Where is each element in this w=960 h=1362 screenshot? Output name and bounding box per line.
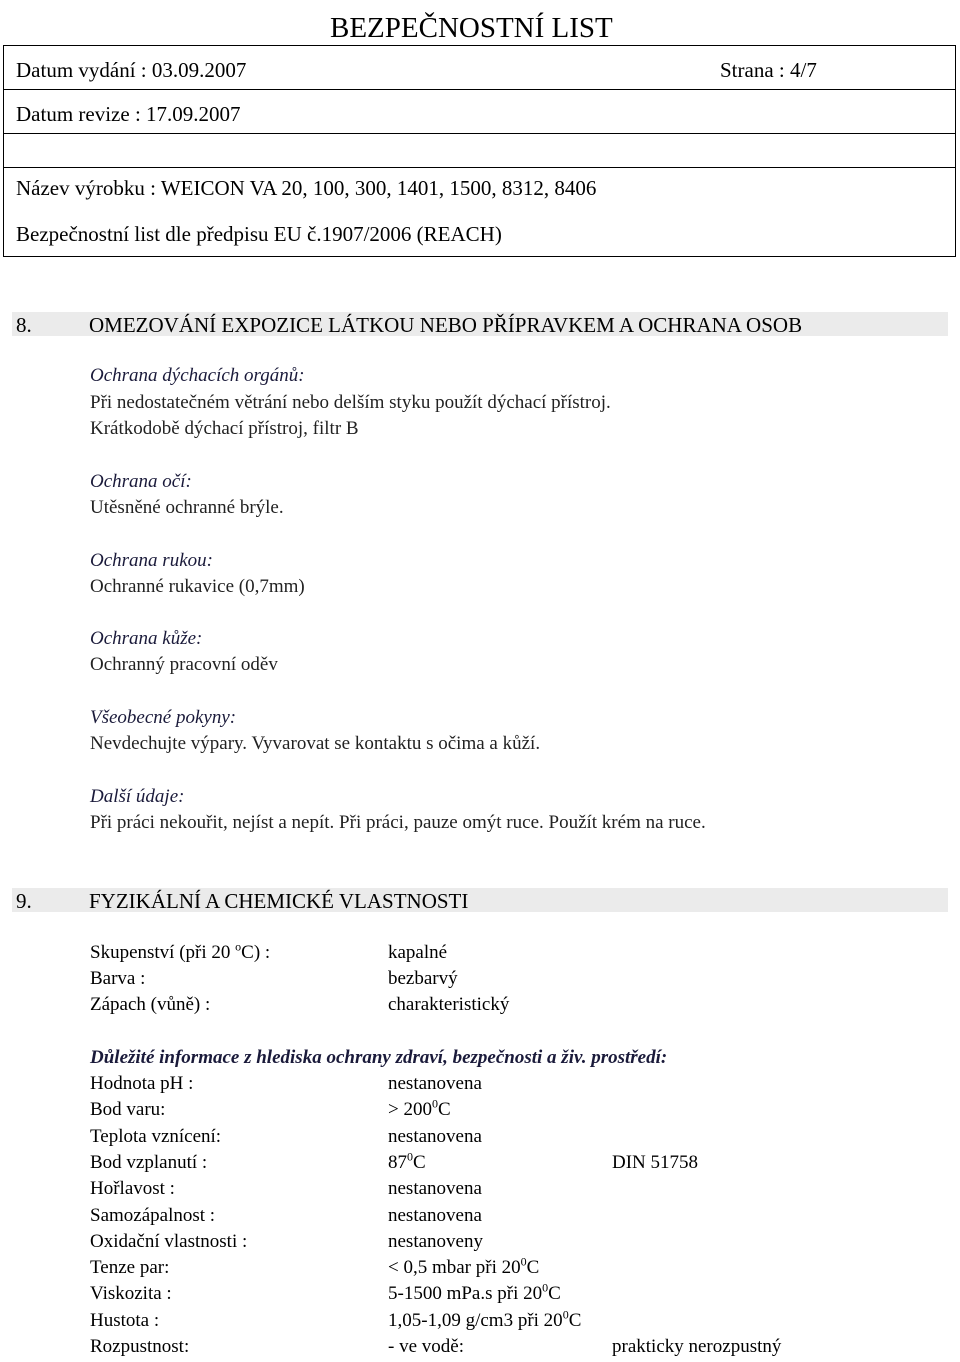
- header-divider: [3, 89, 956, 90]
- eyes-label: Ochrana očí:: [90, 471, 192, 492]
- property-label: Viskozita :: [90, 1283, 172, 1304]
- property-label: Bod vzplanutí :: [90, 1152, 208, 1173]
- page-number: Strana : 4/7: [720, 58, 817, 82]
- property-value: $87^0C$: [388, 1149, 426, 1173]
- property-value: nestanovena: [388, 1178, 482, 1199]
- respiratory-text: Krátkodobě dýchací přístroj, filtr B: [90, 418, 359, 439]
- property-value: nestanoveny: [388, 1231, 483, 1252]
- property-label: Hustota :: [90, 1310, 160, 1331]
- property-extra: prakticky nerozpustný: [612, 1336, 782, 1357]
- odor-value: charakteristický: [388, 994, 510, 1015]
- property-label: Samozápalnost :: [90, 1205, 216, 1226]
- property-value: nestanovena: [388, 1073, 482, 1094]
- hands-text: Ochranné rukavice (0,7mm): [90, 576, 305, 597]
- header-divider: [3, 133, 956, 134]
- property-value: 5-1500 mPa.s při $20^0C$: [388, 1280, 561, 1304]
- respiratory-text: Při nedostatečném větrání nebo delším styku použít dýchací přístroj.: [90, 392, 611, 413]
- hands-label: Ochrana rukou:: [90, 550, 213, 571]
- property-label: Hodnota pH :: [90, 1073, 194, 1094]
- respiratory-label: Ochrana dýchacích orgánů:: [90, 365, 305, 386]
- property-value: < 0,5 mbar při $20^0C$: [388, 1254, 540, 1278]
- general-label: Všeobecné pokyny:: [90, 707, 237, 728]
- state-value: kapalné: [388, 942, 448, 963]
- property-value: 1,05-1,09 g/cm3 při $20^0C$: [388, 1307, 582, 1331]
- issue-date: Datum vydání : 03.09.2007: [16, 58, 247, 82]
- important-info-label: Důležité informace z hlediska ochrany zdraví, bezpečnosti a živ. prostředí:: [90, 1047, 668, 1068]
- property-value: > $200^0C$: [388, 1096, 451, 1120]
- header-divider: [3, 167, 956, 168]
- odor-label: Zápach (vůně) :: [90, 994, 211, 1015]
- section-8-number: 8.: [16, 313, 32, 337]
- property-value: nestanovena: [388, 1126, 482, 1147]
- color-label: Barva :: [90, 968, 146, 989]
- property-label: Bod varu:: [90, 1099, 166, 1120]
- section-9-title: FYZIKÁLNÍ A CHEMICKÉ VLASTNOSTI: [89, 889, 469, 913]
- regulation-note: Bezpečnostní list dle předpisu EU č.1907/2006 (REACH): [16, 222, 502, 246]
- other-label: Další údaje:: [90, 786, 185, 807]
- eyes-text: Utěsněné ochranné brýle.: [90, 497, 284, 518]
- property-label: Teplota vznícení:: [90, 1126, 222, 1147]
- property-extra: DIN 51758: [612, 1152, 699, 1173]
- property-value: - ve vodě:: [388, 1336, 464, 1357]
- revision-date: Datum revize : 17.09.2007: [16, 102, 241, 126]
- section-8-title: OMEZOVÁNÍ EXPOZICE LÁTKOU NEBO PŘÍPRAVKEM A OCHRANA OSOB: [89, 313, 803, 337]
- document-title: BEZPEČNOSTNÍ LIST: [330, 12, 613, 44]
- state-label: Skupenství (při 20 $^o$C) :: [90, 939, 271, 963]
- property-label: Oxidační vlastnosti :: [90, 1231, 248, 1252]
- general-text: Nevdechujte výpary. Vyvarovat se kontaktu s očima a kůží.: [90, 733, 541, 754]
- other-text: Při práci nekouřit, nejíst a nepít. Při práci, pauze omýt ruce. Použít krém na ruce.: [90, 812, 706, 833]
- property-label: Rozpustnost:: [90, 1336, 190, 1357]
- property-label: Tenze par:: [90, 1257, 170, 1278]
- property-label: Hořlavost :: [90, 1178, 175, 1199]
- product-name: Název výrobku : WEICON VA 20, 100, 300, 1401, 1500, 8312, 8406: [16, 176, 597, 200]
- property-value: nestanovena: [388, 1205, 482, 1226]
- skin-text: Ochranný pracovní oděv: [90, 654, 278, 675]
- skin-label: Ochrana kůže:: [90, 628, 203, 649]
- color-value: bezbarvý: [388, 968, 458, 989]
- section-9-number: 9.: [16, 889, 32, 913]
